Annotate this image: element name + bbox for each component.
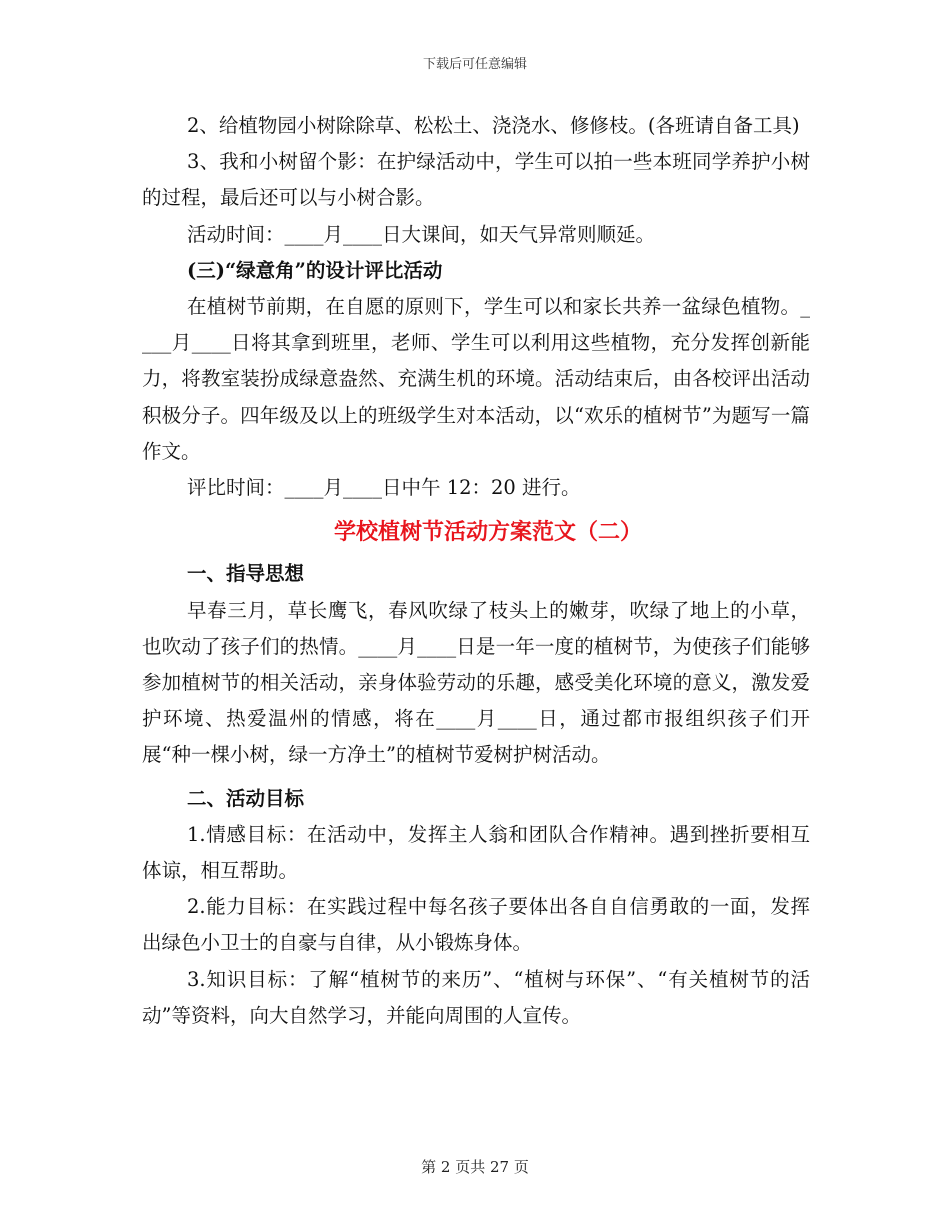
document-body: [142, 108, 810, 1034]
page-header: 下载后可任意编辑: [422, 57, 527, 72]
goal-knowledge: 3.知识目标：了解“植树节的来历”、“植树与环保”、“有关植树节的活动”等资料，向大自然学习，并能向周围的人宣传。: [142, 967, 810, 1027]
paragraph-guiding-thought: 早春三月，草长鹰飞，春风吹绿了枝头上的嫩芽，吹绿了地上的小草，也吹动了孩子们的热情。____月____日是一年一度的植树节，为使孩子们能够参加植树节的相关活动，亲身体验劳动的乐趣，感受美化环境的意义，激发爱护环境、热爱温州的情感，将在____月____日，通过都市报组织孩子们开展“种一棵小树，绿一方净土”的植树节爱树护树活动。: [142, 598, 810, 767]
heading-activity-goals: 二、活动目标: [187, 786, 305, 810]
goal-ability: 2.能力目标：在实践过程中每名孩子要体出各自自信勇敢的一面，发挥出绿色小卫士的自豪与自律，从小锻炼身体。: [142, 895, 810, 955]
page-footer: 第 2 页共 27 页: [421, 1158, 529, 1176]
paragraph-weeding: 2、给植物园小树除除草、松松土、浇浇水、修修枝。(各班请自备工具): [187, 114, 800, 137]
paragraph-photo: 3、我和小树留个影：在护绿活动中，学生可以拍一些本班同学养护小树的过程，最后还可以与小树合影。: [142, 150, 810, 210]
paragraph-activity-time: 活动时间：____月____日大课间，如天气异常则顺延。: [187, 222, 656, 246]
spacer: [142, 774, 810, 781]
paragraph-judging-time: 评比时间：____月____日中午 12：20 进行。: [187, 476, 581, 500]
heading-green-corner: (三)“绿意角”的设计评比活动: [187, 258, 443, 282]
goal-emotion: 1.情感目标：在活动中，发挥主人翁和团队合作精神。遇到挫折要相互体谅，相互帮助。: [142, 822, 810, 883]
paragraph-green-corner: 在植树节前期，在自愿的原则下，学生可以和家长共养一盆绿色植物。____月____日将其拿到班里，老师、学生可以利用这些植物，充分发挥创新能力，将教室装扮成绿意盎然、充满生机的环境。活动结束后，由各校评出活动积极分子。四年级及以上的班级学生对本活动，以“欢乐的植树节”为题写一篇作文。: [142, 295, 810, 463]
heading-guiding-thought: 一、指导思想: [187, 562, 305, 586]
document-title: 学校植树节活动方案范文（二）: [333, 519, 642, 546]
